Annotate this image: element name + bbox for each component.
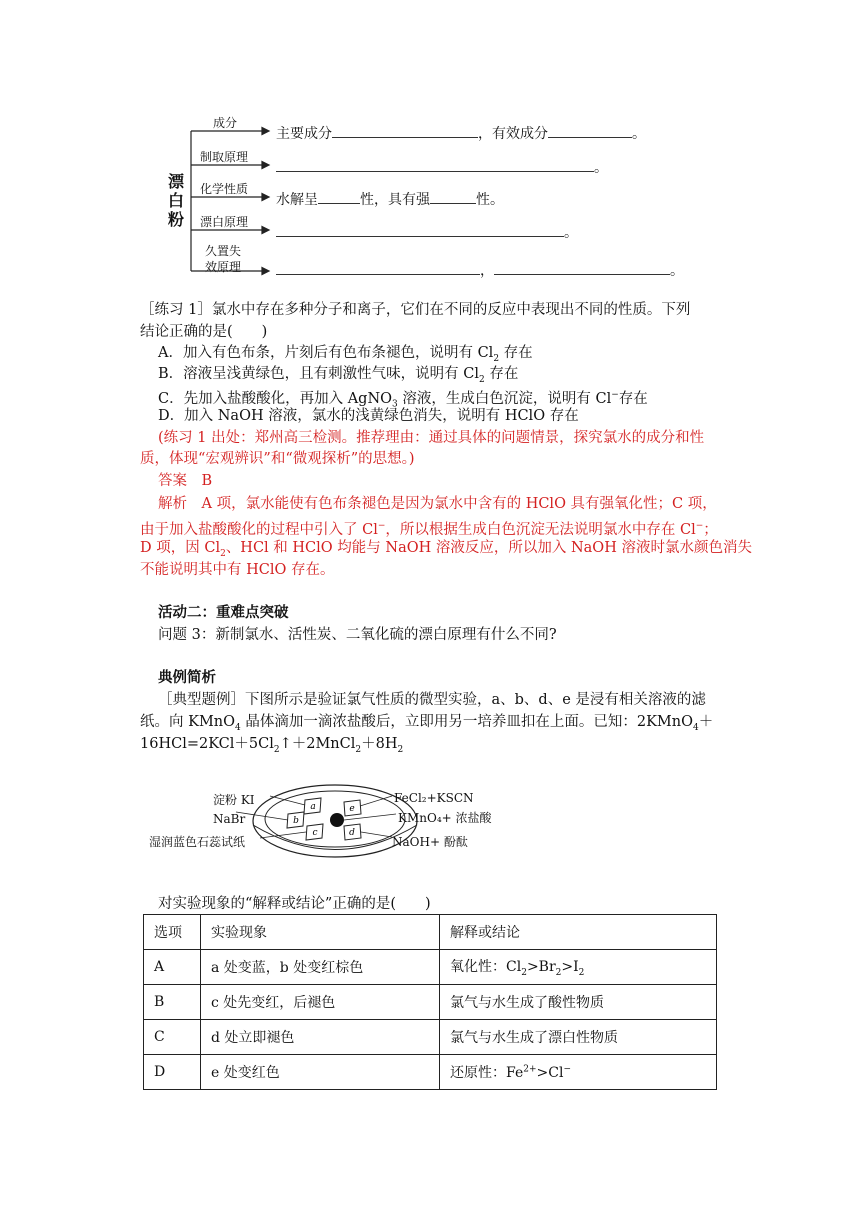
ex1-analysis-1: 解析 A 项，氯水能使有色布条褪色是因为氯水中含有的 HClO 具有强氧化性；C 项，: [158, 496, 717, 512]
conclusion-cell: 氯气与水生成了漂白性物质: [440, 1020, 717, 1055]
ex1-analysis-4: 不能说明其中有 HClO 存在。: [140, 562, 335, 578]
example-heading: 典例简析: [158, 669, 216, 686]
example-line-2: 纸。向 KMnO$_4$ 晶体滴加一滴浓盐酸后，立即用另一培养皿扣在上面。已知：2KMnO$_4$＋: [140, 714, 714, 733]
ex1-stem-2: 结论正确的是( ): [140, 324, 268, 340]
conclusion-cell: 氯气与水生成了酸性物质: [440, 985, 717, 1020]
ex1-source-2: 质，体现“宏观辨识”和“微观探析”的思想。): [140, 451, 415, 467]
branch-text-bleaching: 。: [276, 222, 578, 242]
table-row: [144, 1055, 717, 1090]
paper-c: c: [312, 828, 318, 838]
question-3: 问题 3：新制氯水、活性炭、二氧化硫的漂白原理有什么不同?: [158, 627, 557, 643]
phenomenon-cell: e 处变红色: [201, 1055, 440, 1090]
ex1-option-c: C．先加入盐酸酸化，再加入 AgNO$_3$ 溶液，生成白色沉淀，说明有 Cl−存在: [158, 390, 648, 410]
phenomenon-cell: c 处先变红，后褪色: [201, 985, 440, 1020]
label-nabr: NaBr: [213, 812, 246, 826]
table-row: [144, 950, 717, 985]
phenomenon-cell: a 处变蓝，b 处变红棕色: [201, 950, 440, 985]
activity-2-title: 活动二：重难点突破: [158, 604, 289, 621]
ex1-option-a: A．加入有色布条，片刻后有色布条褪色，说明有 $Cl_2$ 存在: [158, 345, 533, 364]
branch-label-preparation: 制取原理: [200, 150, 249, 164]
ex1-option-d: D．加入 NaOH 溶液，氯水的浅黄绿色消失，说明有 HClO 存在: [158, 408, 579, 424]
phenomenon-cell: d 处立即褪色: [201, 1020, 440, 1055]
example-line-1: ［典型题例］下图所示是验证氯气性质的微型实验，a、b、d、e 是浸有相关溶液的滤: [158, 692, 706, 708]
label-kmno4-hcl: KMnO₄+ 浓盐酸: [398, 811, 492, 825]
branch-text-chemical: 水解呈 性，具有强 性。: [276, 189, 504, 209]
ex1-stem-1: ［练习 1］氯水中存在多种分子和离子，它们在不同的反应中表现出不同的性质。下列: [140, 302, 691, 318]
branch-label-chemical: 化学性质: [200, 182, 249, 196]
label-litmus-paper: 湿润蓝色石蕊试纸: [149, 835, 246, 849]
ex1-source-1: (练习 1 出处：郑州高三检测。推荐理由：通过具体的问题情景，探究氯水的成分和性: [158, 430, 705, 446]
options-table: [143, 914, 717, 1090]
conclusion-cell: 氧化性：$Cl_2>Br_2>I_2$: [440, 950, 717, 985]
ex1-answer: 答案 B: [158, 473, 213, 489]
branch-text-composition: 主要成分 ，有效成分 。: [276, 123, 646, 143]
label-starch-ki: 淀粉 KI: [213, 793, 255, 807]
branch-text-preparation: 。: [276, 157, 608, 177]
branch-label-failure-2: 效原理: [205, 260, 242, 274]
table-row: [144, 985, 717, 1020]
branch-label-failure-1: 久置失: [205, 244, 242, 258]
branch-label-composition: 成分: [213, 116, 238, 130]
header-phenomenon: 实验现象: [201, 915, 440, 950]
paper-a: a: [310, 802, 316, 812]
paper-e: e: [349, 804, 355, 814]
ex1-option-b: B．溶液呈浅黄绿色，且有刺激性气味，说明有 $Cl_2$ 存在: [158, 366, 519, 385]
label-naoh-phenolphthalein: NaOH+ 酚酞: [392, 835, 468, 849]
ex1-analysis-3: D 项，因 $Cl_2$、HCl 和 HClO 均能与 NaOH 溶液反应，所以加入 NaOH 溶液时氯水颜色消失: [140, 540, 752, 559]
table-question: 对实验现象的“解释或结论”正确的是( ): [158, 896, 431, 912]
example-line-3: $16HCl=2KCl+5Cl_2↑+2MnCl_2+8H_2$: [140, 736, 404, 755]
paper-b: b: [293, 816, 299, 826]
option-cell: B: [144, 985, 201, 1020]
option-cell: C: [144, 1020, 201, 1055]
label-fecl2-kscn: FeCl₂+KSCN: [394, 791, 474, 805]
branch-label-bleaching: 漂白原理: [200, 215, 249, 229]
table-row: [144, 1020, 717, 1055]
paper-d: d: [349, 828, 355, 838]
root-char-1: 漂: [168, 172, 185, 191]
header-conclusion: 解释或结论: [440, 915, 717, 950]
conclusion-cell: 还原性：$Fe^{2+}>Cl^-$: [440, 1055, 717, 1090]
root-char-2: 白: [168, 191, 185, 210]
branch-text-failure: ， 。: [276, 260, 684, 280]
option-cell: D: [144, 1055, 201, 1090]
option-cell: A: [144, 950, 201, 985]
table-header-row: [144, 915, 717, 950]
header-option: 选项: [144, 915, 201, 950]
ex1-analysis-2: 由于加入盐酸酸化的过程中引入了 Cl−，所以根据生成白色沉淀无法说明氯水中存在 Cl−；: [140, 521, 718, 538]
map-lines: [0, 0, 860, 290]
root-char-3: 粉: [168, 210, 185, 229]
